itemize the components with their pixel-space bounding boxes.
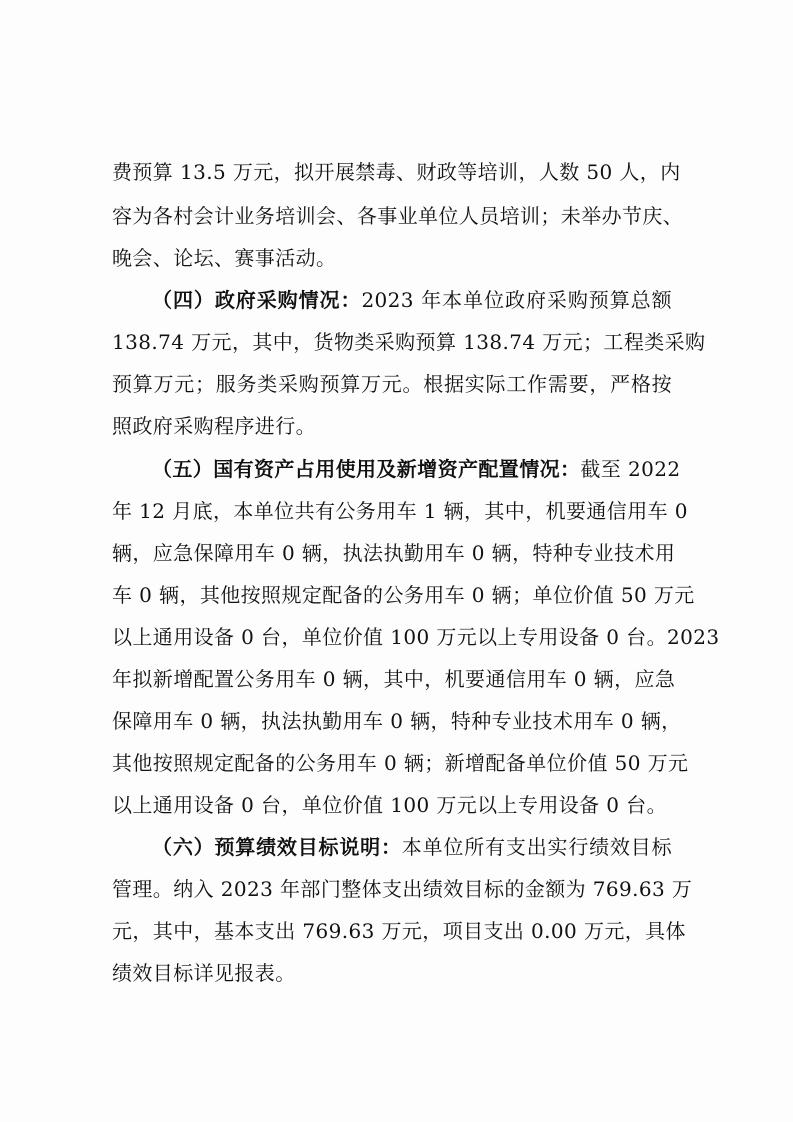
- text-line: 以上通用设备 0 台，单位价值 100 万元以上专用设备 0 台。2023: [112, 625, 720, 649]
- section-five-line: [152, 455, 681, 483]
- text-line: 照政府采购程序进行。: [112, 414, 316, 438]
- section-heading: （六）预算绩效目标说明：: [152, 835, 402, 859]
- text-line: 以上通用设备 0 台，单位价值 100 万元以上专用设备 0 台。: [112, 793, 667, 817]
- text-line: 容为各村会计业务培训会、各事业单位人员培训；未举办节庆、: [112, 204, 684, 228]
- text-line: 138.74 万元，其中，货物类采购预算 138.74 万元；工程类采购: [112, 330, 706, 354]
- section-four-line: [152, 286, 672, 314]
- text-line: 元，其中，基本支出 769.63 万元，项目支出 0.00 万元，具体: [112, 919, 686, 943]
- section-text: 本单位所有支出实行绩效目标: [401, 835, 672, 859]
- text-line: 车 0 辆，其他按照规定配备的公务用车 0 辆；单位价值 50 万元: [112, 583, 695, 607]
- text-line: 管理。纳入 2023 年部门整体支出绩效目标的金额为 769.63 万: [112, 877, 693, 901]
- section-heading: （五）国有资产占用使用及新增资产配置情况：: [152, 457, 581, 481]
- text-line: 其他按照规定配备的公务用车 0 辆；新增配备单位价值 50 万元: [112, 751, 689, 775]
- text-line: 费预算 13.5 万元，拟开展禁毒、财政等培训，人数 50 人，内: [112, 160, 681, 184]
- section-text: 2023 年本单位政府采购预算总额: [361, 288, 673, 312]
- text-line: 年 12 月底，本单位共有公务用车 1 辆，其中，机要通信用车 0: [112, 499, 688, 523]
- text-line: 年拟新增配置公务用车 0 辆，其中，机要通信用车 0 辆，应急: [112, 667, 676, 691]
- text-line: 绩效目标详见报表。: [112, 961, 296, 985]
- section-text: 截至 2022: [580, 457, 681, 481]
- section-heading: （四）政府采购情况：: [152, 288, 362, 312]
- text-line: 保障用车 0 辆，执法执勤用车 0 辆，特种专业技术用车 0 辆，: [112, 709, 682, 733]
- text-line: 晚会、论坛、赛事活动。: [112, 246, 337, 270]
- text-line: 辆，应急保障用车 0 辆，执法执勤用车 0 辆，特种专业技术用: [112, 541, 676, 565]
- text-line: 预算万元；服务类采购预算万元。根据实际工作需要，严格按: [112, 372, 672, 396]
- section-six-line: [152, 833, 672, 861]
